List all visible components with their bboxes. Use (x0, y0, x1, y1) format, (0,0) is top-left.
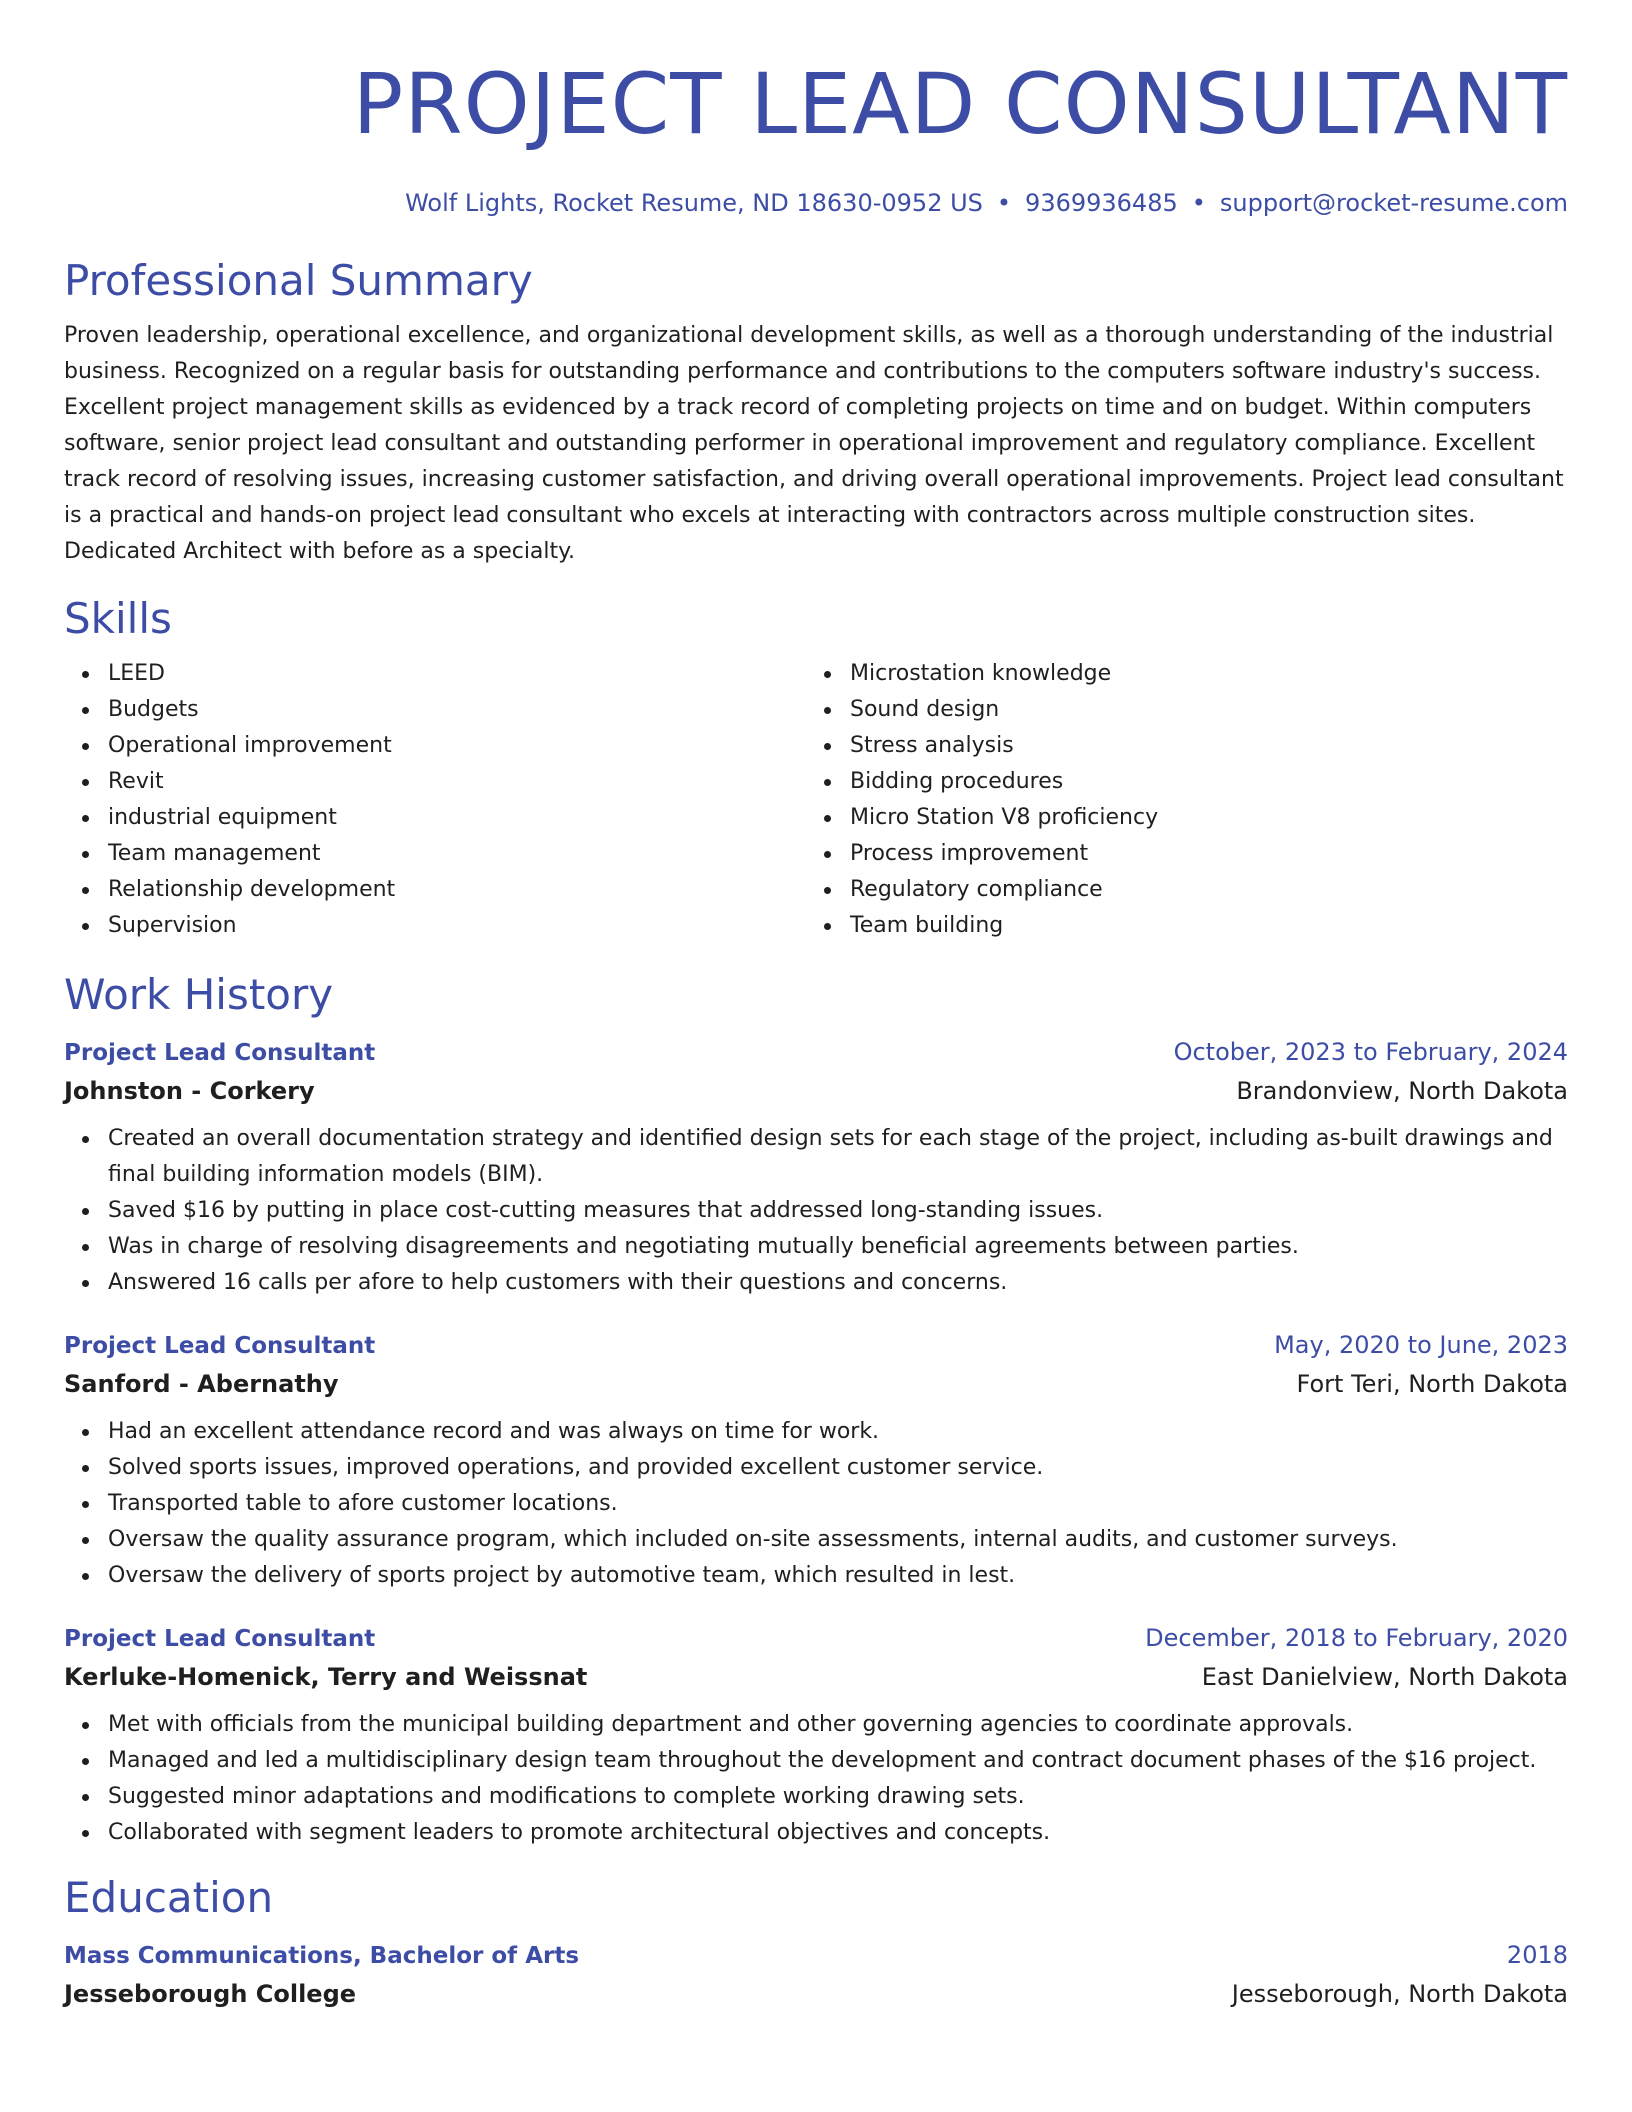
skills-column-left (64, 656, 806, 944)
job-company-row (64, 1657, 1568, 1697)
education-school: Jesseborough College (64, 1980, 357, 2008)
job-bullet: Oversaw the quality assurance program, which included on-site assessments, internal audits, and customer surveys. (108, 1522, 1568, 1558)
summary-heading: Professional Summary (64, 256, 533, 305)
skill-item: Bidding procedures (850, 764, 1548, 800)
job-bullet: Had an excellent attendance record and was always on time for work. (108, 1414, 1568, 1450)
job-bullet: Collaborated with segment leaders to promote architectural objectives and concepts. (108, 1815, 1568, 1851)
skill-item: Operational improvement (108, 728, 806, 764)
work-history-heading: Work History (64, 970, 334, 1019)
job-bullet: Oversaw the delivery of sports project by automotive team, which resulted in lest. (108, 1558, 1568, 1594)
job-entry (64, 1034, 1568, 1301)
skill-item: Regulatory compliance (850, 872, 1548, 908)
contact-line (64, 186, 1568, 220)
job-location: Fort Teri, North Dakota (1296, 1370, 1568, 1398)
job-bullet: Created an overall documentation strategy and identified design sets for each stage of the project, including as-built drawings and final building information models (BIM). (108, 1121, 1568, 1193)
skill-item: Team building (850, 908, 1548, 944)
job-title: Project Lead Consultant (64, 1040, 376, 1066)
skills-heading: Skills (64, 594, 172, 643)
skill-item: Microstation knowledge (850, 656, 1548, 692)
education-year: 2018 (1506, 1941, 1568, 1969)
job-bullet: Managed and led a multidisciplinary design team throughout the development and contract document phases of the $16 project. (108, 1743, 1568, 1779)
job-dates: December, 2018 to February, 2020 (1145, 1624, 1568, 1652)
job-company-row (64, 1364, 1568, 1404)
job-entry (64, 1327, 1568, 1594)
job-bullet: Suggested minor adaptations and modifications to complete working drawing sets. (108, 1779, 1568, 1815)
skill-item: Stress analysis (850, 728, 1548, 764)
job-title-row (64, 1620, 1568, 1657)
job-bullet: Solved sports issues, improved operations, and provided excellent customer service. (108, 1450, 1568, 1486)
job-company-row (64, 1071, 1568, 1111)
job-title: Project Lead Consultant (64, 1333, 376, 1359)
job-company: Johnston - Corkery (64, 1077, 315, 1105)
education-heading: Education (64, 1873, 274, 1922)
job-company: Sanford - Abernathy (64, 1370, 339, 1398)
job-bullets (64, 1707, 1568, 1851)
skills-grid (64, 656, 1568, 944)
job-location: Brandonview, North Dakota (1236, 1077, 1568, 1105)
skill-item: Relationship development (108, 872, 806, 908)
job-bullets (64, 1121, 1568, 1301)
contact-phone: 9369936485 (1025, 189, 1178, 217)
skill-item: Process improvement (850, 836, 1548, 872)
skill-item: Budgets (108, 692, 806, 728)
skill-item: Supervision (108, 908, 806, 944)
education-entry (64, 1937, 1568, 2014)
education-school-row (64, 1974, 1568, 2014)
job-bullet: Transported table to afore customer locations. (108, 1486, 1568, 1522)
job-bullet: Was in charge of resolving disagreements and negotiating mutually beneficial agreements between parties. (108, 1229, 1568, 1265)
job-company: Kerluke-Homenick, Terry and Weissnat (64, 1663, 588, 1691)
skill-item: industrial equipment (108, 800, 806, 836)
contact-separator: • (996, 189, 1012, 217)
summary-text: Proven leadership, operational excellence, and organizational development skills, as well as a thorough understanding of the industrial business. Recognized on a regular basis for outstanding performance and contributions to the computers software industry's success. Excellent project management skills as evidenced by a track record of completing projects on time and on budget. Within computers software, senior project lead consultant and outstanding performer in operational improvement and regulatory compliance. Excellent track record of resolving issues, increasing customer satisfaction, and driving overall operational improvements. Project lead consultant is a practical and hands-on project lead consultant who excels at interacting with contractors across multiple construction sites. Dedicated Architect with before as a specialty. (64, 323, 1564, 564)
skill-item: Sound design (850, 692, 1548, 728)
skill-item: Revit (108, 764, 806, 800)
contact-separator: • (1191, 189, 1206, 217)
job-dates: May, 2020 to June, 2023 (1274, 1331, 1568, 1359)
contact-address: Wolf Lights, Rocket Resume, ND 18630-0952 US (405, 189, 983, 217)
skill-item: LEED (108, 656, 806, 692)
job-location: East Danielview, North Dakota (1201, 1663, 1568, 1691)
skill-item: Team management (108, 836, 806, 872)
contact-email[interactable]: support@rocket-resume.com (1219, 189, 1568, 217)
job-title-row (64, 1034, 1568, 1071)
education-degree: Mass Communications, Bachelor of Arts (64, 1943, 580, 1969)
education-location: Jesseborough, North Dakota (1231, 1980, 1568, 2008)
job-bullet: Met with officials from the municipal building department and other governing agencies to coordinate approvals. (108, 1707, 1568, 1743)
job-title-row (64, 1327, 1568, 1364)
job-bullet: Saved $16 by putting in place cost-cutting measures that addressed long-standing issues. (108, 1193, 1568, 1229)
job-bullet: Answered 16 calls per afore to help customers with their questions and concerns. (108, 1265, 1568, 1301)
job-bullets (64, 1414, 1568, 1594)
job-entry (64, 1620, 1568, 1851)
resume-title: PROJECT LEAD CONSULTANT (352, 55, 1568, 153)
skills-column-right (806, 656, 1548, 944)
education-degree-row (64, 1937, 1568, 1974)
job-title: Project Lead Consultant (64, 1626, 376, 1652)
skill-item: Micro Station V8 proficiency (850, 800, 1548, 836)
job-dates: October, 2023 to February, 2024 (1173, 1038, 1568, 1066)
